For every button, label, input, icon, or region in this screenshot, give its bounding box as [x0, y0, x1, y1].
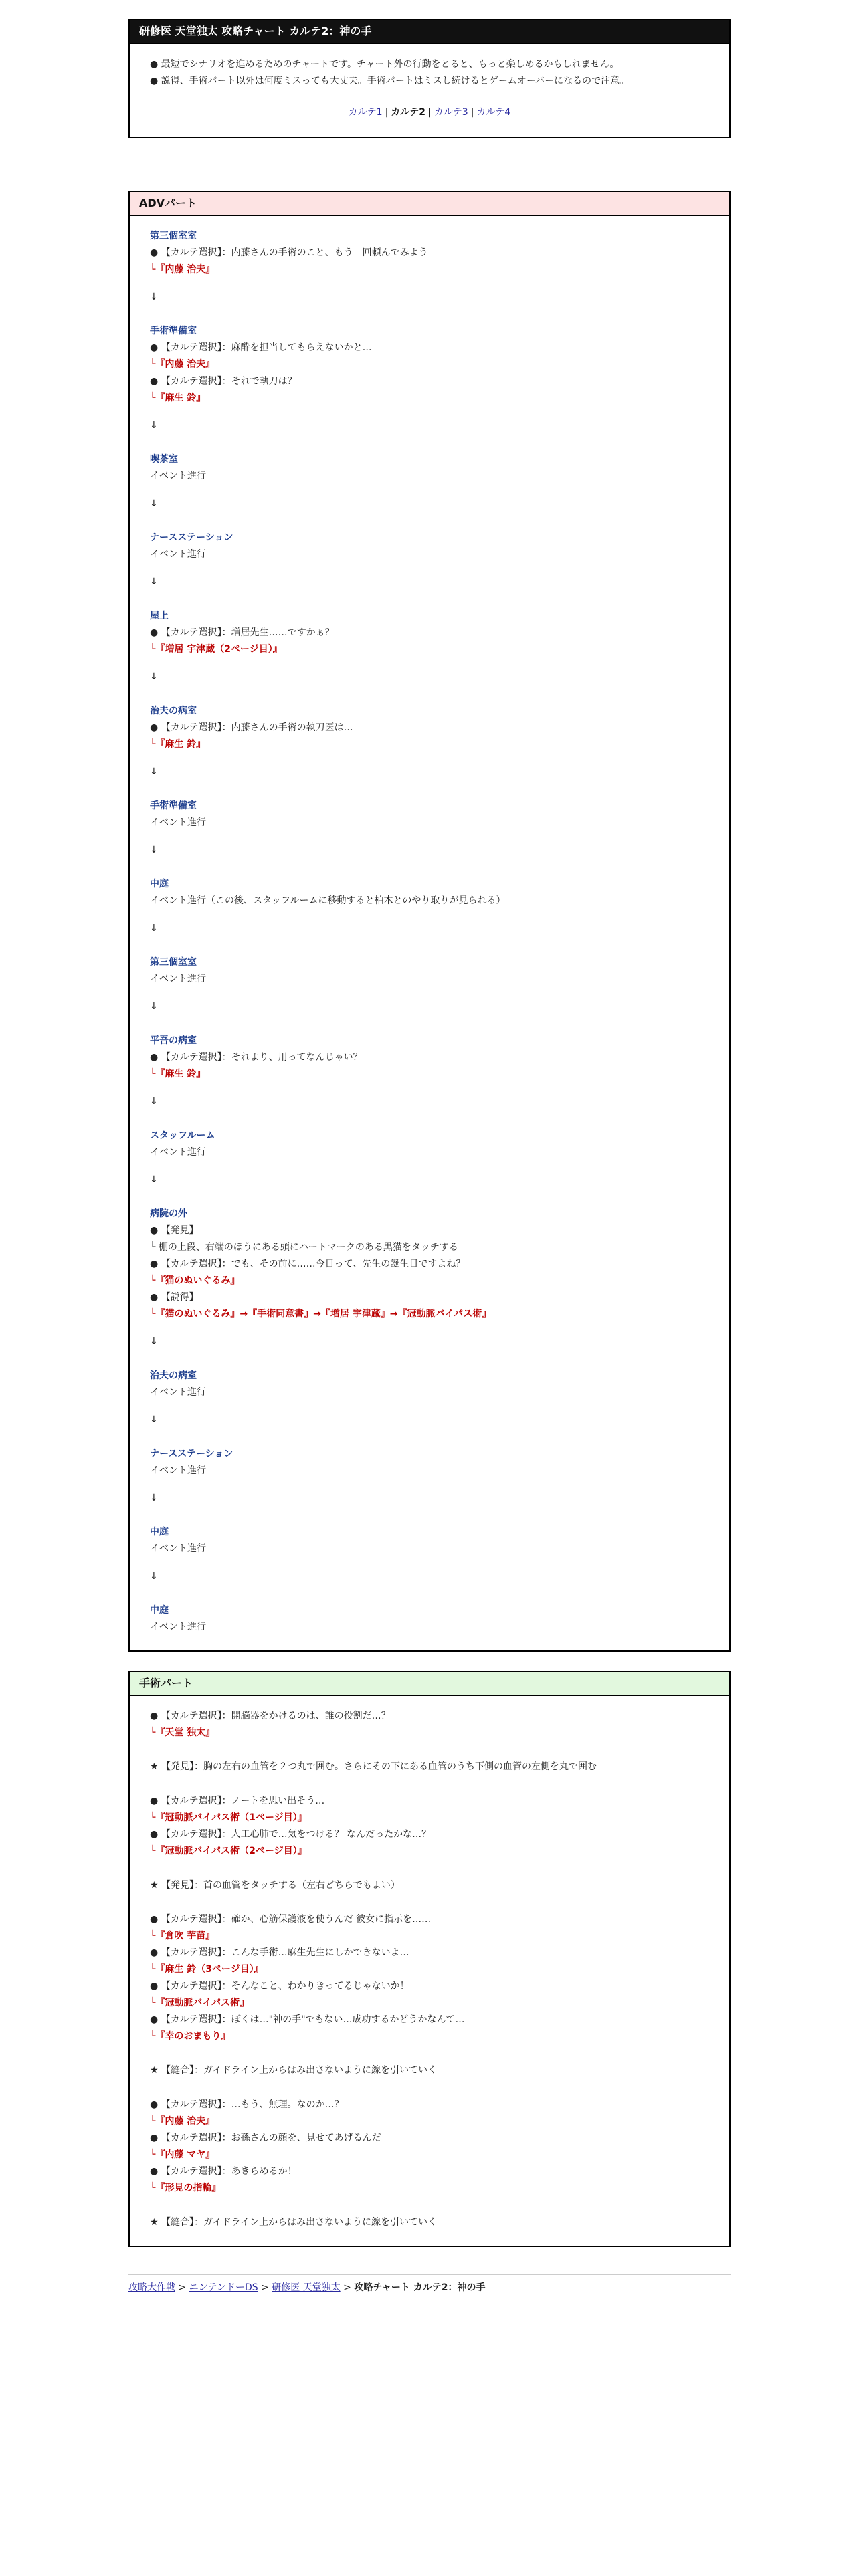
step-line: ● 【カルテ選択】：…もう、無理。なのか…？ [150, 2099, 344, 2110]
flow-arrow: ↓ [150, 766, 158, 777]
location-heading: スタッフルーム [150, 1130, 215, 1141]
breadcrumb-link-game[interactable]: 研修医 天堂独太 [272, 2282, 341, 2293]
location-heading: 平吾の病室 [150, 1035, 197, 1046]
step-line: ● 【カルテ選択】：ぼくは…"神の手"でもない…成功するかどうかなんて… [150, 2014, 465, 2025]
step-line: ● 【カルテ選択】：ノートを思い出そう… [150, 1796, 325, 1806]
adv-step [150, 703, 709, 753]
step-choice: └『麻生 鈴』 [150, 1069, 206, 1079]
surgery-step [150, 2097, 709, 2197]
adv-step [150, 1128, 709, 1161]
step-choice: └『形見の指輪』 [150, 2183, 221, 2193]
adv-step [150, 608, 709, 658]
breadcrumb-link-home[interactable]: 攻略大作戦 [128, 2282, 175, 2293]
adv-step [150, 1206, 709, 1323]
step-line: ● 【カルテ選択】：麻酔を担当してもらえないかと… [150, 342, 372, 353]
surgery-step [150, 1877, 709, 1894]
adv-part-title: ADVパート [130, 192, 729, 216]
step-line: ● 【カルテ選択】：それで執刀は？ [150, 376, 297, 387]
surgery-part-box [128, 1671, 731, 2247]
adv-step [150, 1368, 709, 1401]
step-line: イベント進行 [150, 471, 206, 481]
flow-arrow: ↓ [150, 1493, 158, 1503]
step-choice: └『内藤 治夫』 [150, 2116, 215, 2127]
location-heading: ナースステーション [150, 1448, 233, 1459]
step-line: イベント進行 [150, 1622, 206, 1632]
step-choice: └『猫のぬいぐるみ』→『手術同意書』→『増居 宇津蔵』→『冠動脈バイパス術』 [150, 1309, 492, 1319]
adv-step [150, 1446, 709, 1479]
step-line: ● 【カルテ選択】：あきらめるか！ [150, 2166, 297, 2177]
step-choice: └『麻生 鈴』 [150, 739, 206, 750]
step-choice: └『天堂 独太』 [150, 1727, 215, 1738]
location-heading: 手術準備室 [150, 800, 197, 811]
adv-part-body [130, 216, 729, 1650]
adv-step [150, 1524, 709, 1558]
step-line: イベント進行 [150, 1387, 206, 1398]
step-line: ★ 【発見】：胸の左右の血管を２つ丸で囲む。さらにその下にある血管のうち下側の血管の左側を丸で囲む [150, 1761, 597, 1772]
surgery-step [150, 1793, 709, 1860]
breadcrumb-link-ds[interactable]: ニンテンドーDS [189, 2282, 258, 2293]
flow-arrow: ↓ [150, 923, 158, 934]
nav-link-karte3[interactable]: カルテ3 [434, 107, 468, 118]
step-line: ● 【カルテ選択】：開脳器をかけるのは、誰の役割だ…？ [150, 1711, 391, 1721]
step-line: ● 【カルテ選択】：内藤さんの手術の執刀医は… [150, 722, 353, 733]
flow-arrow: ↓ [150, 1336, 158, 1347]
step-line: イベント進行 [150, 817, 206, 828]
step-line: ★ 【発見】：首の血管をタッチする（左右どちらでもよい） [150, 1880, 400, 1891]
step-choice: └『冠動脈バイパス術（2ページ目）』 [150, 1846, 307, 1856]
page-title: 研修医 天堂独太 攻略チャート カルテ2：神の手 [130, 20, 729, 44]
surgery-step [150, 1911, 709, 2045]
step-choice: └『内藤 治夫』 [150, 359, 215, 370]
nav-link-karte1[interactable]: カルテ1 [348, 107, 383, 118]
nav-separator: | [428, 107, 432, 118]
intro-note-2: ● 説得、手術パート以外は何度ミスっても大丈夫。手術パートはミスし続けるとゲームオーバーになるので注意。 [150, 76, 630, 86]
nav-separator: | [385, 107, 389, 118]
adv-part-box [128, 191, 731, 1652]
step-line: ● 【カルテ選択】：人工心肺で…気をつける？ なんだったかな…？ [150, 1829, 432, 1840]
step-line: ● 【カルテ選択】：確か、心筋保護液を使うんだ 彼女に指示を…… [150, 1914, 432, 1925]
breadcrumb-separator: > [261, 2282, 269, 2293]
nav-current-karte2: カルテ2 [391, 107, 426, 118]
adv-step [150, 530, 709, 563]
step-choice: └『内藤 治夫』 [150, 264, 215, 275]
location-heading: 治夫の病室 [150, 1370, 197, 1381]
step-choice: └『麻生 鈴（3ページ目）』 [150, 1964, 264, 1975]
step-line: イベント進行 [150, 549, 206, 560]
nav-link-karte4[interactable]: カルテ4 [476, 107, 511, 118]
step-line: ★ 【縫合】：ガイドライン上からはみ出さないように線を引いていく [150, 2217, 438, 2228]
surgery-step [150, 2062, 709, 2079]
adv-step [150, 954, 709, 988]
step-line: ● 【カルテ選択】：こんな手術…麻生先生にしかできないよ… [150, 1947, 409, 1958]
step-line: ● 【カルテ選択】：お孫さんの顔を、見せてあげるんだ [150, 2133, 381, 2143]
surgery-step [150, 1708, 709, 1741]
step-choice: └『猫のぬいぐるみ』 [150, 1275, 240, 1286]
step-choice: └『増居 宇津蔵（2ページ目）』 [150, 644, 282, 655]
intro-body [130, 44, 729, 137]
adv-step [150, 798, 709, 831]
page [128, 0, 731, 2247]
surgery-part-body [130, 1696, 729, 2246]
flow-arrow: ↓ [150, 1571, 158, 1582]
step-choice: └『幸のおまもり』 [150, 2031, 231, 2042]
flow-arrow: ↓ [150, 420, 158, 431]
karte-nav [150, 104, 709, 121]
flow-arrow: ↓ [150, 1414, 158, 1425]
step-line: └ 棚の上段、右端のほうにある頭にハートマークのある黒猫をタッチする [150, 1242, 458, 1253]
step-line: イベント進行 [150, 1543, 206, 1554]
flow-arrow: ↓ [150, 1174, 158, 1185]
location-heading: 中庭 [150, 879, 169, 889]
surgery-step [150, 1759, 709, 1776]
adv-step [150, 1033, 709, 1083]
step-line: イベント進行 [150, 974, 206, 984]
location-heading: 病院の外 [150, 1208, 187, 1219]
intro-note-1: ● 最短でシナリオを進めるためのチャートです。チャート外の行動をとると、もっと楽しめるかもしれません。 [150, 59, 619, 70]
step-line: ★ 【縫合】：ガイドライン上からはみ出さないように線を引いていく [150, 2065, 438, 2076]
step-choice: └『冠動脈バイパス術（1ページ目）』 [150, 1812, 307, 1823]
flow-arrow: ↓ [150, 498, 158, 509]
step-line: ● 【カルテ選択】：増居先生……ですかぁ？ [150, 627, 335, 638]
breadcrumb-current: 攻略チャート カルテ2：神の手 [354, 2282, 486, 2293]
step-choice: └『冠動脈バイパス術』 [150, 1998, 250, 2008]
step-line: ● 【カルテ選択】：でも、その前に……今日って、先生の誕生日ですよね？ [150, 1259, 466, 1269]
location-heading: 喫茶室 [150, 454, 178, 465]
flow-arrow: ↓ [150, 671, 158, 682]
step-line: イベント進行 [150, 1465, 206, 1476]
breadcrumb-separator: > [178, 2282, 187, 2293]
location-heading: 中庭 [150, 1527, 169, 1537]
flow-arrow: ↓ [150, 845, 158, 855]
flow-arrow: ↓ [150, 1001, 158, 1012]
step-line: イベント進行（この後、スタッフルームに移動すると柏木とのやり取りが見られる） [150, 895, 506, 906]
surgery-part-title: 手術パート [130, 1672, 729, 1696]
step-choice: └『麻生 鈴』 [150, 393, 206, 403]
breadcrumb [128, 2274, 731, 2294]
location-heading: ナースステーション [150, 532, 233, 543]
step-choice: └『倉吹 芋苗』 [150, 1931, 215, 1941]
flow-arrow: ↓ [150, 292, 158, 302]
location-heading: 第三個室室 [150, 231, 197, 241]
location-heading: 屋上 [150, 611, 169, 621]
breadcrumb-separator: > [343, 2282, 351, 2293]
location-heading: 治夫の病室 [150, 706, 197, 716]
flow-arrow: ↓ [150, 1096, 158, 1107]
adv-step [150, 451, 709, 485]
step-line: ● 【カルテ選択】：そんなこと、わかりきってるじゃないか！ [150, 1981, 409, 1992]
adv-step [150, 876, 709, 909]
nav-separator: | [470, 107, 474, 118]
step-line: ● 【カルテ選択】：内藤さんの手術のこと、もう一回頼んでみよう [150, 247, 428, 258]
step-line: ● 【説得】 [150, 1292, 199, 1303]
surgery-step [150, 2214, 709, 2231]
adv-step [150, 228, 709, 278]
step-line: ● 【カルテ選択】：それより、用ってなんじゃい？ [150, 1052, 363, 1063]
location-heading: 第三個室室 [150, 957, 197, 968]
adv-step [150, 1602, 709, 1636]
flow-arrow: ↓ [150, 576, 158, 587]
location-heading: 中庭 [150, 1605, 169, 1616]
location-heading: 手術準備室 [150, 326, 197, 336]
step-line: イベント進行 [150, 1147, 206, 1158]
step-line: ● 【発見】 [150, 1225, 199, 1236]
step-choice: └『内藤 マヤ』 [150, 2149, 215, 2160]
adv-step [150, 323, 709, 407]
intro-box [128, 19, 731, 138]
